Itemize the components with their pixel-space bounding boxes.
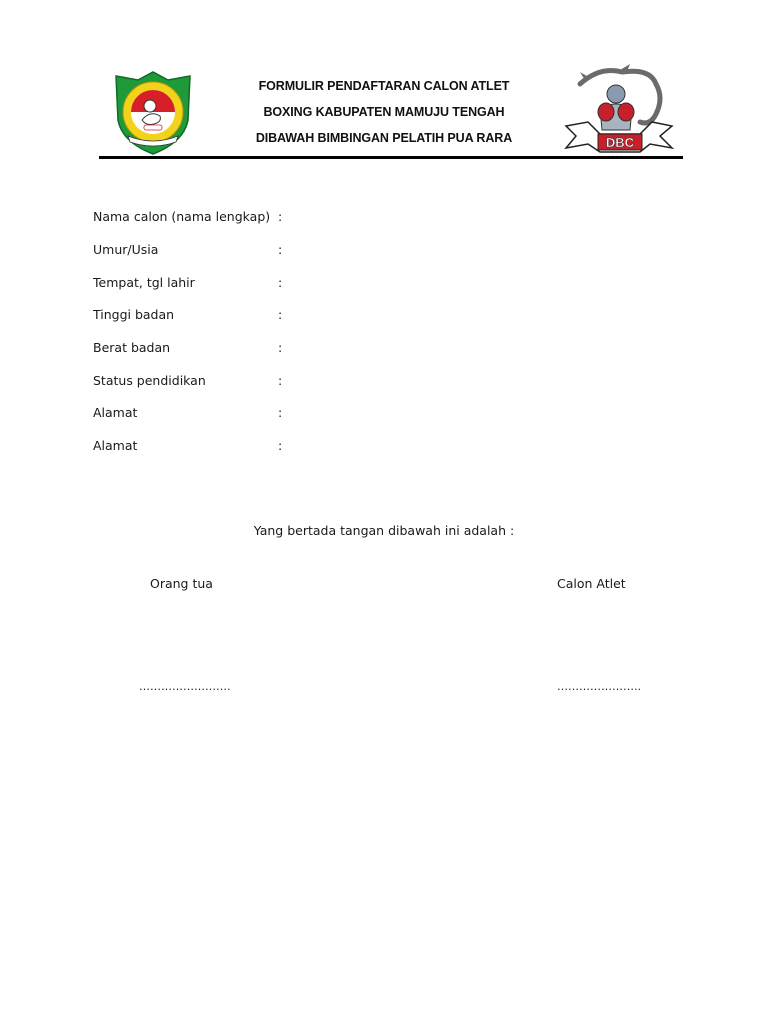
signature-line-parent[interactable]: …………………….	[139, 680, 231, 693]
form-title-line-3: DIBAWAH BIMBINGAN PELATIH PUA RARA	[255, 131, 513, 145]
field-label: Alamat	[93, 438, 138, 453]
field-colon: :	[278, 405, 283, 420]
field-label: Alamat	[93, 405, 138, 420]
field-colon: :	[278, 209, 283, 224]
field-colon: :	[278, 373, 283, 388]
dbc-logo	[560, 64, 676, 156]
field-colon: :	[278, 340, 283, 355]
field-value-input[interactable]	[293, 209, 673, 225]
signature-label-athlete: Calon Atlet	[557, 576, 626, 591]
field-value-input[interactable]	[293, 438, 673, 454]
field-value-input[interactable]	[293, 373, 673, 389]
field-value-input[interactable]	[293, 242, 673, 258]
field-value-input[interactable]	[293, 405, 673, 421]
field-label: Nama calon (nama lengkap)	[93, 209, 271, 224]
field-label: Umur/Usia	[93, 242, 159, 257]
dragon-boxer-icon	[560, 64, 676, 156]
field-value-input[interactable]	[293, 275, 673, 291]
form-title-line-1: FORMULIR PENDAFTARAN CALON ATLET	[258, 79, 510, 93]
field-colon: :	[278, 242, 283, 257]
header-divider	[99, 156, 683, 159]
form-title-line-2: BOXING KABUPATEN MAMUJU TENGAH	[263, 105, 505, 119]
pertina-logo	[110, 70, 196, 156]
field-label: Status pendidikan	[93, 373, 206, 388]
field-label: Tinggi badan	[93, 307, 175, 322]
signature-label-parent: Orang tua	[150, 576, 213, 591]
pertina-shield-icon	[110, 70, 196, 156]
field-value-input[interactable]	[293, 307, 673, 323]
signature-statement: Yang bertada tangan dibawah ini adalah :	[253, 523, 515, 538]
field-label: Tempat, tgl lahir	[93, 275, 195, 290]
field-colon: :	[278, 307, 283, 322]
field-value-input[interactable]	[293, 340, 673, 356]
signature-line-athlete[interactable]: …………………..	[557, 680, 641, 693]
field-colon: :	[278, 275, 283, 290]
field-colon: :	[278, 438, 283, 453]
svg-text:DBC: DBC	[605, 135, 635, 150]
field-label: Berat badan	[93, 340, 171, 355]
